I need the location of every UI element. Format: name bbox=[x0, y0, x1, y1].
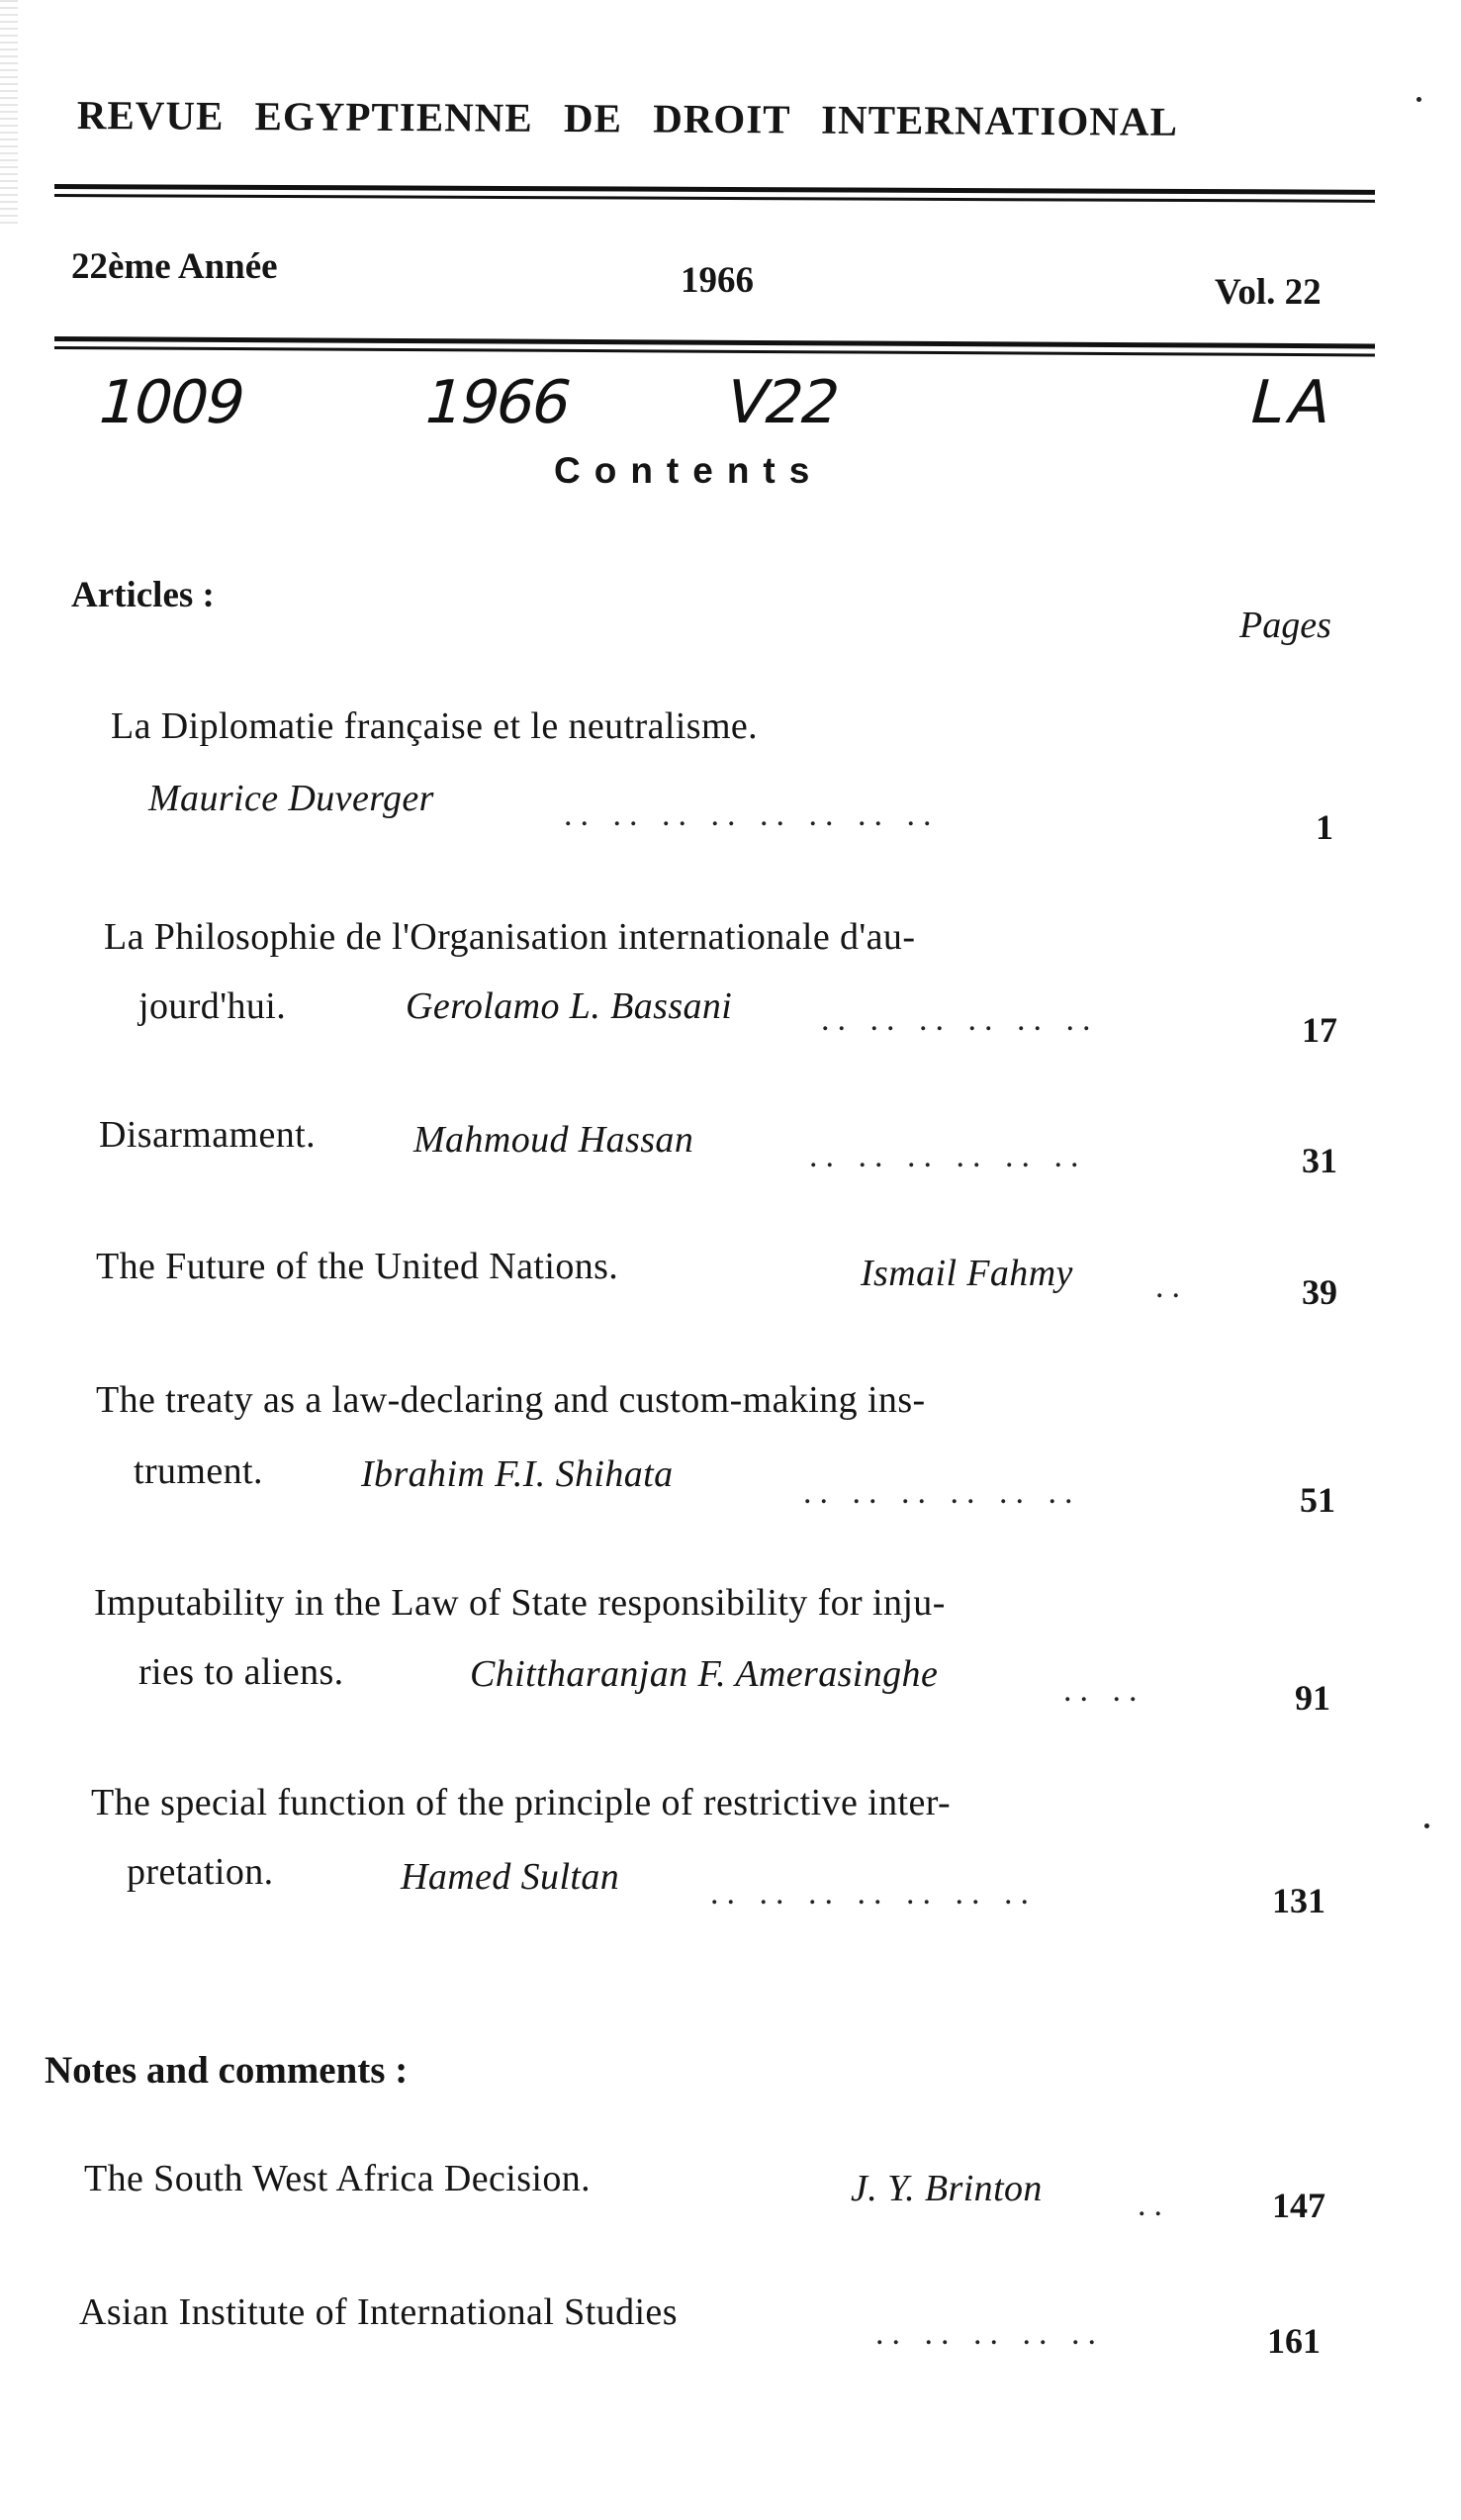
handwritten-note: 1966 bbox=[416, 368, 578, 437]
article-author: Chittharanjan F. Amerasinghe bbox=[470, 1653, 939, 1695]
dot-leader: .. bbox=[1155, 1268, 1188, 1305]
page-number: 31 bbox=[1302, 1141, 1337, 1180]
year-label: 22ème Année bbox=[71, 246, 278, 287]
article-title-continuation: trument. bbox=[134, 1450, 263, 1492]
article-title: The special function of the principle of restrictive inter- bbox=[91, 1782, 952, 1823]
article-author: Mahmoud Hassan bbox=[413, 1119, 694, 1161]
notes-section-label: Notes and comments : bbox=[45, 2049, 409, 2092]
article-title: The treaty as a law-declaring and custom-making ins- bbox=[96, 1379, 926, 1421]
header-rule-bottom bbox=[54, 336, 1375, 358]
note-title: The South West Africa Decision. bbox=[84, 2158, 592, 2199]
article-title: La Philosophie de l'Organisation internationale d'au- bbox=[104, 916, 916, 958]
article-title-continuation: ries to aliens. bbox=[138, 1651, 344, 1693]
dot-leader: .. .. .. .. .. .. bbox=[803, 1474, 1081, 1511]
article-author: Ibrahim F.I. Shihata bbox=[361, 1453, 674, 1495]
page-number: 51 bbox=[1300, 1480, 1335, 1520]
article-author: Gerolamo L. Bassani bbox=[406, 985, 733, 1027]
article-title: La Diplomatie française et le neutralisme. bbox=[111, 705, 759, 747]
article-author: Ismail Fahmy bbox=[861, 1253, 1073, 1294]
note-title: Asian Institute of International Studies bbox=[79, 2291, 678, 2333]
dot-leader: .. .. .. .. .. bbox=[875, 2315, 1104, 2352]
page-number: 131 bbox=[1272, 1881, 1325, 1920]
article-title: The Future of the United Nations. bbox=[96, 1246, 619, 1287]
scan-edge-noise bbox=[0, 0, 18, 228]
handwritten-note: LA bbox=[1242, 368, 1343, 437]
scan-speck bbox=[1424, 1823, 1429, 1828]
article-author: Hamed Sultan bbox=[401, 1856, 620, 1898]
dot-leader: .. bbox=[1138, 2187, 1170, 2223]
handwritten-note: 1009 bbox=[90, 368, 251, 437]
scan-speck bbox=[1416, 97, 1421, 102]
page-number: 17 bbox=[1302, 1010, 1337, 1050]
note-author: J. Y. Brinton bbox=[851, 2168, 1043, 2209]
dot-leader: .. .. .. .. .. .. bbox=[809, 1138, 1087, 1174]
article-title: Disarmament. bbox=[99, 1114, 317, 1156]
header-rule-top bbox=[54, 184, 1375, 205]
article-author: Maurice Duverger bbox=[148, 778, 434, 819]
articles-section-label: Articles : bbox=[71, 575, 215, 615]
pages-column-label: Pages bbox=[1239, 605, 1331, 646]
dot-leader: .. .. bbox=[1063, 1672, 1145, 1709]
contents-heading: Contents bbox=[554, 450, 824, 491]
volume-number: Vol. 22 bbox=[1215, 272, 1322, 313]
journal-title: REVUE EGYPTIENNE DE DROIT INTERNATIONAL bbox=[76, 91, 1179, 144]
handwritten-note: V22 bbox=[718, 368, 847, 437]
article-title: Imputability in the Law of State responsibility for inju- bbox=[94, 1582, 946, 1624]
dot-leader: .. .. .. .. .. .. .. bbox=[710, 1875, 1037, 1912]
page-number: 1 bbox=[1316, 807, 1333, 847]
article-title-continuation: pretation. bbox=[127, 1851, 274, 1893]
page-number: 147 bbox=[1272, 2186, 1325, 2225]
dot-leader: .. .. .. .. .. .. .. .. bbox=[564, 796, 940, 833]
article-title-continuation: jourd'hui. bbox=[138, 985, 287, 1027]
publication-year: 1966 bbox=[681, 260, 754, 301]
dot-leader: .. .. .. .. .. .. bbox=[821, 1001, 1099, 1038]
page-number: 39 bbox=[1302, 1272, 1337, 1312]
page-number: 161 bbox=[1267, 2321, 1321, 2361]
page-number: 91 bbox=[1295, 1678, 1330, 1718]
